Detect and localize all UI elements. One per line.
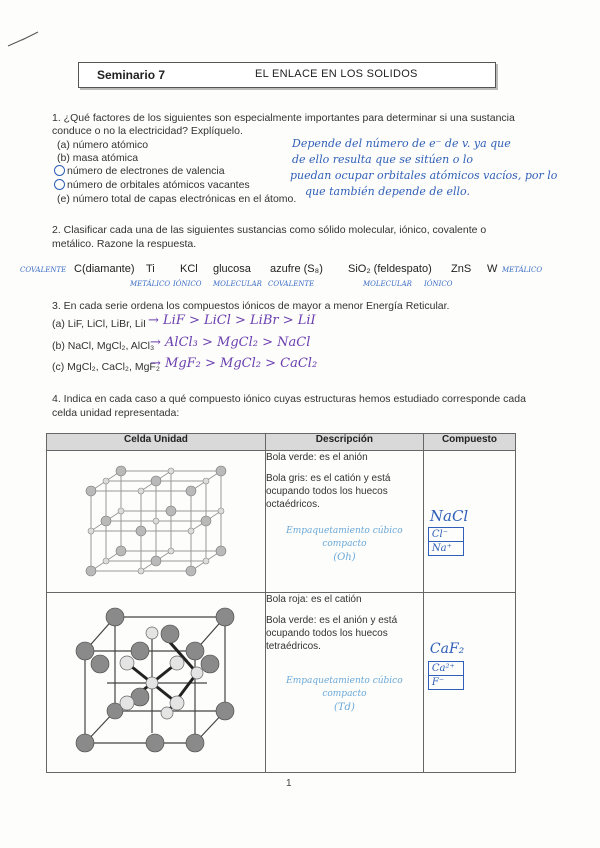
q1-option-a: (a) número atómico (57, 139, 149, 151)
row2-compound-cell (423, 593, 515, 773)
answer-ionico-zns: IÓNICO (424, 280, 453, 288)
row1-ion-box (428, 527, 464, 556)
circle-mark-icon (54, 179, 65, 190)
row2-note-line3: (Td) (333, 702, 355, 713)
col-header-description: Descripción (265, 434, 423, 451)
answer-covalente-sulfur: COVALENTE (268, 280, 315, 288)
substance-glucose: glucosa (213, 263, 251, 275)
row2-ion-box (428, 661, 464, 690)
cell-image-caf2 (47, 593, 266, 773)
cell-image-nacl (47, 451, 266, 593)
substance-tungsten: W (487, 263, 498, 275)
row1-desc-cation: Bola gris: es el catión y está ocupando todos los huecos octaédricos. (265, 473, 391, 510)
q1-prompt-line2: conduce o no la electricidad? Explíquelo. (52, 125, 243, 137)
answer-covalente: COVALENTE (20, 266, 67, 274)
q1-handwritten-line2: de ello resulta que se sitúen o lo (292, 153, 474, 166)
q3-answer-a: → LiF > LiCl > LiBr > LiI (148, 313, 316, 328)
caf2-unit-cell-illustration (47, 593, 263, 769)
seminar-number: Seminario 7 (97, 68, 166, 82)
q3-prompt: 3. En cada serie ordena los compuestos iónicos de mayor a menor Energía Reticular. (52, 300, 450, 312)
corner-pen-mark (4, 28, 44, 50)
row1-note-line1: Empaquetamiento cúbico (286, 526, 403, 536)
row2-desc-anion: Bola verde: es el anión y está ocupando todos los huecos tetraédricos. (265, 615, 398, 652)
substance-diamond: C(diamante) (74, 263, 135, 275)
row2-anion: F⁻ (431, 677, 445, 688)
q1-handwritten-line1: Depende del número de e⁻ de v. ya que (292, 137, 511, 150)
row1-desc-anion: Bola verde: es el anión (265, 452, 368, 463)
answer-metalico: METÁLICO (130, 280, 171, 288)
answer-molecular: MOLECULAR (213, 280, 262, 288)
q2-prompt-line2: metálico. Razone la respuesta. (52, 238, 197, 250)
q1-option-e: (e) número total de capas electrónicas en el átomo. (57, 193, 297, 205)
substance-zns: ZnS (451, 263, 472, 275)
q1-option-b: (b) masa atómica (57, 152, 139, 164)
q1-handwritten-line3: puedan ocupar orbitales atómicos vacíos, por lo (290, 169, 558, 182)
page-number: 1 (286, 778, 292, 789)
row1-cation: Na⁺ (431, 543, 452, 554)
q3-answer-b: → AlCl₃ > MgCl₂ > NaCl (150, 335, 311, 350)
circle-mark-icon (54, 165, 65, 176)
q3-series-c: (c) MgCl₂, CaCl₂, MgF₂ (52, 361, 160, 373)
q1-option-d: número de orbitales atómicos vacantes (67, 179, 250, 191)
row1-description (265, 451, 423, 593)
q2-prompt-line1: 2. Clasificar cada una de las siguientes sustancias como sólido molecular, iónico, covalente o (52, 224, 487, 236)
substance-sulfur: azufre (S₈) (270, 263, 323, 275)
substance-sio2: SiO₂ (feldespato) (348, 263, 432, 275)
unit-cell-table (46, 433, 516, 773)
row2-desc-cation: Bola roja: es el catión (265, 594, 362, 605)
col-header-cell: Celda Unidad (47, 434, 266, 451)
row1-compound: NaCl (429, 507, 469, 525)
row2-compound: CaF₂ (429, 641, 465, 657)
answer-metalico-w: METÁLICO (502, 266, 543, 274)
q4-prompt-line1: 4. Indica en cada caso a qué compuesto iónico cuyas estructuras hemos estudiado corresponde cada (52, 393, 526, 405)
row1-anion: Cl⁻ (429, 528, 463, 542)
answer-ionico: IÓNICO (173, 280, 202, 288)
q1-prompt-line1: 1. ¿Qué factores de los siguientes son especialmente importantes para determinar si una sustancia (52, 112, 515, 124)
row1-note-line3: (Oh) (333, 552, 356, 563)
row1-note-line2: compacto (322, 539, 367, 549)
answer-molecular-sio2: MOLECULAR (363, 280, 412, 288)
page-title: EL ENLACE EN LOS SOLIDOS (255, 68, 418, 80)
row1-compound-cell (423, 451, 515, 593)
q3-series-b: (b) NaCl, MgCl₂, AlCl₃ (52, 340, 155, 352)
row2-note-line1: Empaquetamiento cúbico (286, 676, 403, 686)
q3-series-a: (a) LiF, LiCl, LiBr, LiI (52, 318, 146, 330)
nacl-unit-cell-illustration (47, 451, 263, 589)
q4-prompt-line2: celda unidad representada: (52, 407, 180, 419)
substance-titanium: Ti (146, 263, 155, 275)
row2-description (265, 593, 423, 773)
q1-option-c: número de electrones de valencia (67, 165, 225, 177)
row2-cation: Ca²⁺ (429, 662, 463, 676)
q3-answer-c: → MgF₂ > MgCl₂ > CaCl₂ (150, 356, 318, 371)
substance-kcl: KCl (180, 263, 198, 275)
col-header-compound: Compuesto (423, 434, 515, 451)
q1-handwritten-line4: que también depende de ello. (305, 185, 470, 198)
seminar-header (78, 62, 496, 88)
row2-note-line2: compacto (322, 689, 367, 699)
